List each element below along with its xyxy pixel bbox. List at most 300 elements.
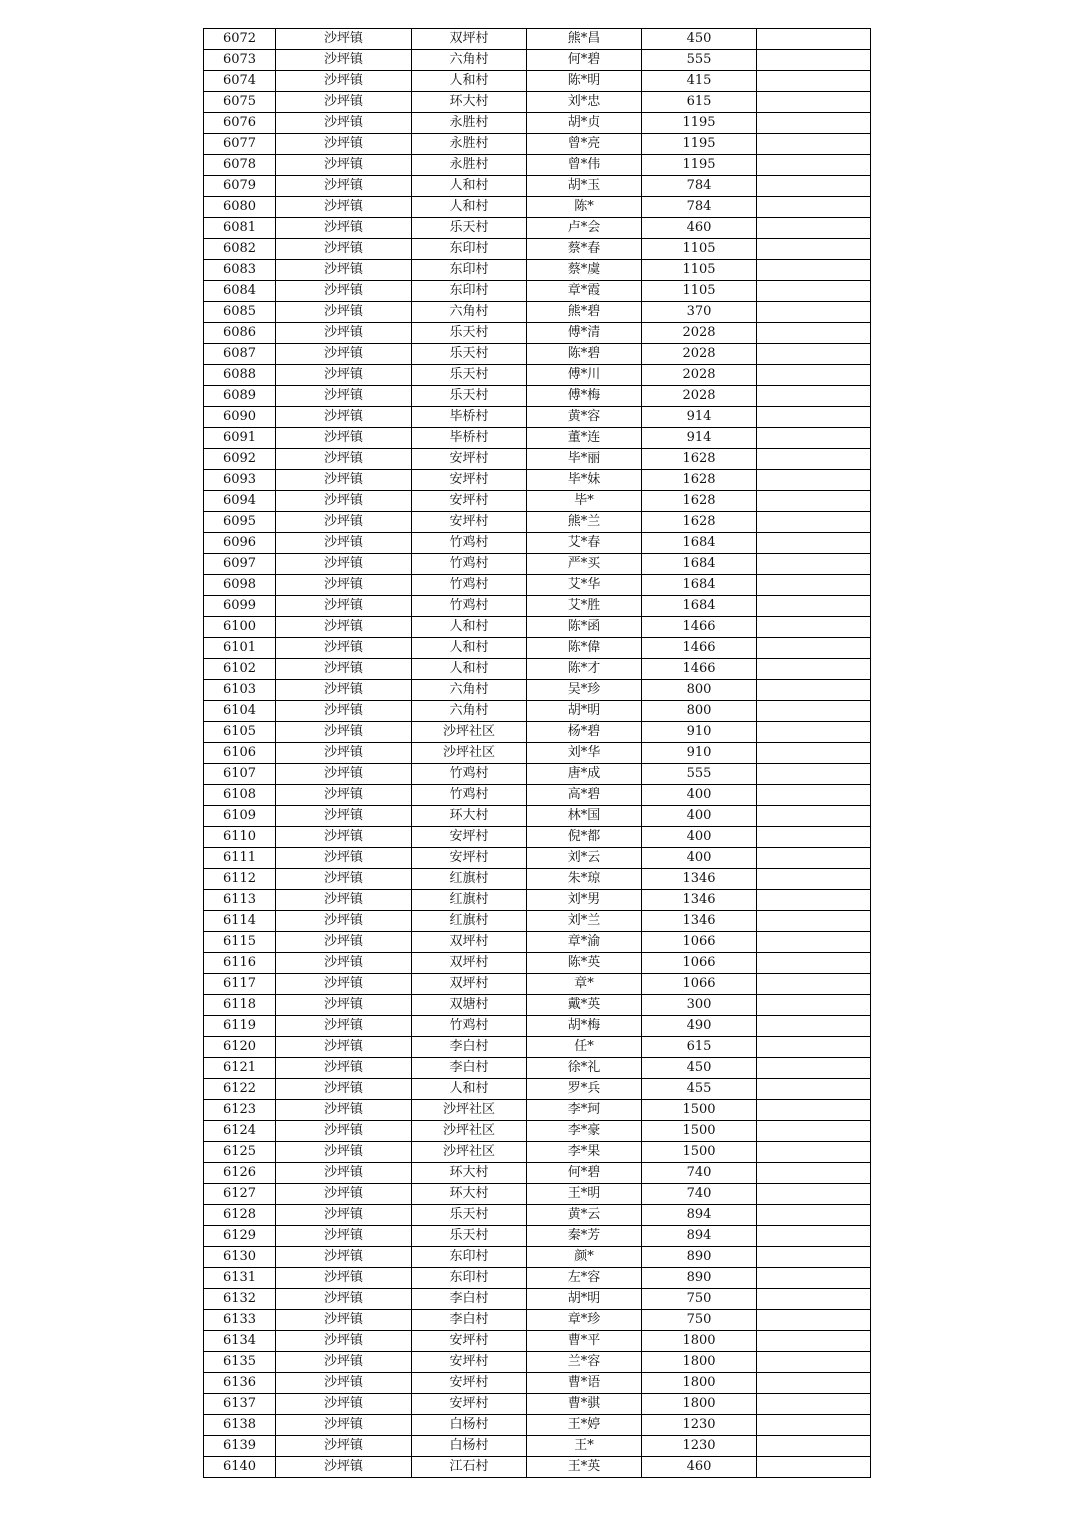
serial-number-cell: 6130 [204,1247,276,1268]
table-row [204,1163,871,1184]
serial-number-cell: 6139 [204,1436,276,1457]
town-cell: 沙坪镇 [276,176,412,197]
amount-cell: 1066 [642,974,757,995]
village-cell: 江石村 [412,1457,527,1478]
village-cell: 竹鸡村 [412,1016,527,1037]
amount-cell: 1066 [642,953,757,974]
serial-number-cell: 6072 [204,29,276,50]
amount-cell: 1684 [642,596,757,617]
name-cell: 陈* [527,197,642,218]
name-cell: 傅*梅 [527,386,642,407]
table-row [204,575,871,596]
town-cell: 沙坪镇 [276,470,412,491]
serial-number-cell: 6102 [204,659,276,680]
table-row [204,1331,871,1352]
serial-number-cell: 6111 [204,848,276,869]
village-cell: 人和村 [412,638,527,659]
serial-number-cell: 6091 [204,428,276,449]
village-cell: 环大村 [412,806,527,827]
name-cell: 李*果 [527,1142,642,1163]
serial-number-cell: 6092 [204,449,276,470]
village-cell: 白杨村 [412,1415,527,1436]
remark-cell [757,596,871,617]
serial-number-cell: 6112 [204,869,276,890]
name-cell: 陈*偉 [527,638,642,659]
village-cell: 乐天村 [412,323,527,344]
name-cell: 王*明 [527,1184,642,1205]
remark-cell [757,428,871,449]
amount-cell: 1466 [642,638,757,659]
town-cell: 沙坪镇 [276,722,412,743]
remark-cell [757,1037,871,1058]
remark-cell [757,323,871,344]
amount-cell: 615 [642,1037,757,1058]
serial-number-cell: 6122 [204,1079,276,1100]
remark-cell [757,1163,871,1184]
village-cell: 沙坪社区 [412,743,527,764]
name-cell: 黄*云 [527,1205,642,1226]
remark-cell [757,491,871,512]
town-cell: 沙坪镇 [276,701,412,722]
amount-cell: 1195 [642,113,757,134]
table-row [204,71,871,92]
town-cell: 沙坪镇 [276,407,412,428]
table-row [204,428,871,449]
serial-number-cell: 6087 [204,344,276,365]
table-row [204,785,871,806]
serial-number-cell: 6086 [204,323,276,344]
amount-cell: 1346 [642,890,757,911]
town-cell: 沙坪镇 [276,323,412,344]
name-cell: 刘*忠 [527,92,642,113]
name-cell: 高*碧 [527,785,642,806]
town-cell: 沙坪镇 [276,302,412,323]
serial-number-cell: 6099 [204,596,276,617]
town-cell: 沙坪镇 [276,1142,412,1163]
village-cell: 永胜村 [412,134,527,155]
town-cell: 沙坪镇 [276,1079,412,1100]
town-cell: 沙坪镇 [276,1457,412,1478]
serial-number-cell: 6117 [204,974,276,995]
remark-cell [757,407,871,428]
name-cell: 黄*容 [527,407,642,428]
town-cell: 沙坪镇 [276,239,412,260]
village-cell: 安坪村 [412,449,527,470]
town-cell: 沙坪镇 [276,92,412,113]
remark-cell [757,659,871,680]
name-cell: 董*连 [527,428,642,449]
table-row [204,1310,871,1331]
amount-cell: 1195 [642,155,757,176]
village-cell: 毕桥村 [412,407,527,428]
remark-cell [757,50,871,71]
serial-number-cell: 6093 [204,470,276,491]
village-cell: 沙坪社区 [412,1100,527,1121]
table-row [204,1415,871,1436]
amount-cell: 415 [642,71,757,92]
amount-cell: 400 [642,806,757,827]
amount-cell: 2028 [642,344,757,365]
name-cell: 胡*明 [527,701,642,722]
amount-cell: 370 [642,302,757,323]
remark-cell [757,1331,871,1352]
serial-number-cell: 6082 [204,239,276,260]
remark-cell [757,1289,871,1310]
serial-number-cell: 6080 [204,197,276,218]
village-cell: 六角村 [412,680,527,701]
table-row [204,281,871,302]
town-cell: 沙坪镇 [276,596,412,617]
remark-cell [757,932,871,953]
roster-table [203,28,871,1478]
village-cell: 人和村 [412,71,527,92]
remark-cell [757,1394,871,1415]
remark-cell [757,911,871,932]
table-row [204,470,871,491]
remark-cell [757,575,871,596]
village-cell: 永胜村 [412,155,527,176]
amount-cell: 1466 [642,617,757,638]
town-cell: 沙坪镇 [276,1289,412,1310]
serial-number-cell: 6131 [204,1268,276,1289]
remark-cell [757,1184,871,1205]
amount-cell: 455 [642,1079,757,1100]
serial-number-cell: 6107 [204,764,276,785]
table-row [204,617,871,638]
village-cell: 人和村 [412,197,527,218]
table-row [204,1352,871,1373]
name-cell: 蔡*虞 [527,260,642,281]
name-cell: 颜* [527,1247,642,1268]
remark-cell [757,1310,871,1331]
table-row [204,260,871,281]
table-row [204,176,871,197]
table-row [204,638,871,659]
village-cell: 乐天村 [412,1226,527,1247]
name-cell: 唐*成 [527,764,642,785]
remark-cell [757,1268,871,1289]
serial-number-cell: 6109 [204,806,276,827]
table-row [204,512,871,533]
village-cell: 六角村 [412,701,527,722]
serial-number-cell: 6088 [204,365,276,386]
serial-number-cell: 6108 [204,785,276,806]
name-cell: 左*容 [527,1268,642,1289]
town-cell: 沙坪镇 [276,1121,412,1142]
name-cell: 严*买 [527,554,642,575]
village-cell: 东印村 [412,281,527,302]
village-cell: 竹鸡村 [412,764,527,785]
table-row [204,932,871,953]
serial-number-cell: 6128 [204,1205,276,1226]
village-cell: 东印村 [412,239,527,260]
amount-cell: 300 [642,995,757,1016]
amount-cell: 1230 [642,1436,757,1457]
amount-cell: 1500 [642,1100,757,1121]
amount-cell: 1684 [642,575,757,596]
town-cell: 沙坪镇 [276,1016,412,1037]
remark-cell [757,1373,871,1394]
town-cell: 沙坪镇 [276,491,412,512]
amount-cell: 2028 [642,386,757,407]
table-row [204,218,871,239]
table-row [204,386,871,407]
village-cell: 人和村 [412,617,527,638]
table-row [204,344,871,365]
town-cell: 沙坪镇 [276,554,412,575]
amount-cell: 615 [642,92,757,113]
village-cell: 李白村 [412,1037,527,1058]
amount-cell: 894 [642,1226,757,1247]
amount-cell: 555 [642,50,757,71]
serial-number-cell: 6114 [204,911,276,932]
amount-cell: 894 [642,1205,757,1226]
table-row [204,911,871,932]
serial-number-cell: 6133 [204,1310,276,1331]
town-cell: 沙坪镇 [276,827,412,848]
village-cell: 红旗村 [412,911,527,932]
name-cell: 胡*玉 [527,176,642,197]
town-cell: 沙坪镇 [276,155,412,176]
town-cell: 沙坪镇 [276,1184,412,1205]
village-cell: 竹鸡村 [412,554,527,575]
name-cell: 熊*碧 [527,302,642,323]
amount-cell: 1800 [642,1352,757,1373]
name-cell: 王*婷 [527,1415,642,1436]
table-row [204,1205,871,1226]
village-cell: 竹鸡村 [412,575,527,596]
amount-cell: 1466 [642,659,757,680]
serial-number-cell: 6123 [204,1100,276,1121]
village-cell: 东印村 [412,1247,527,1268]
town-cell: 沙坪镇 [276,1247,412,1268]
town-cell: 沙坪镇 [276,1205,412,1226]
table-row [204,722,871,743]
table-row [204,113,871,134]
amount-cell: 800 [642,680,757,701]
remark-cell [757,239,871,260]
amount-cell: 490 [642,1016,757,1037]
remark-cell [757,995,871,1016]
remark-cell [757,113,871,134]
remark-cell [757,890,871,911]
amount-cell: 740 [642,1184,757,1205]
town-cell: 沙坪镇 [276,533,412,554]
village-cell: 安坪村 [412,1373,527,1394]
village-cell: 乐天村 [412,218,527,239]
amount-cell: 800 [642,701,757,722]
name-cell: 曾*亮 [527,134,642,155]
name-cell: 艾*春 [527,533,642,554]
serial-number-cell: 6097 [204,554,276,575]
table-row [204,1373,871,1394]
name-cell: 何*碧 [527,50,642,71]
table-row [204,50,871,71]
table-row [204,1142,871,1163]
table-row [204,554,871,575]
table-row [204,1226,871,1247]
town-cell: 沙坪镇 [276,638,412,659]
serial-number-cell: 6076 [204,113,276,134]
amount-cell: 555 [642,764,757,785]
table-row [204,1268,871,1289]
village-cell: 双坪村 [412,953,527,974]
table-row [204,596,871,617]
remark-cell [757,197,871,218]
town-cell: 沙坪镇 [276,1310,412,1331]
name-cell: 罗*兵 [527,1079,642,1100]
town-cell: 沙坪镇 [276,1058,412,1079]
serial-number-cell: 6118 [204,995,276,1016]
village-cell: 安坪村 [412,512,527,533]
serial-number-cell: 6098 [204,575,276,596]
serial-number-cell: 6127 [204,1184,276,1205]
remark-cell [757,176,871,197]
remark-cell [757,722,871,743]
serial-number-cell: 6079 [204,176,276,197]
name-cell: 毕*妹 [527,470,642,491]
remark-cell [757,1121,871,1142]
table-row [204,533,871,554]
serial-number-cell: 6096 [204,533,276,554]
village-cell: 李白村 [412,1058,527,1079]
village-cell: 安坪村 [412,491,527,512]
town-cell: 沙坪镇 [276,911,412,932]
amount-cell: 1346 [642,911,757,932]
village-cell: 乐天村 [412,344,527,365]
remark-cell [757,281,871,302]
village-cell: 双坪村 [412,932,527,953]
name-cell: 卢*会 [527,218,642,239]
remark-cell [757,470,871,491]
amount-cell: 1105 [642,260,757,281]
serial-number-cell: 6081 [204,218,276,239]
village-cell: 乐天村 [412,386,527,407]
village-cell: 双塘村 [412,995,527,1016]
name-cell: 刘*华 [527,743,642,764]
amount-cell: 750 [642,1310,757,1331]
town-cell: 沙坪镇 [276,764,412,785]
town-cell: 沙坪镇 [276,386,412,407]
serial-number-cell: 6135 [204,1352,276,1373]
amount-cell: 784 [642,176,757,197]
table-row [204,1100,871,1121]
amount-cell: 1800 [642,1331,757,1352]
town-cell: 沙坪镇 [276,1352,412,1373]
name-cell: 戴*英 [527,995,642,1016]
amount-cell: 2028 [642,323,757,344]
serial-number-cell: 6113 [204,890,276,911]
amount-cell: 914 [642,407,757,428]
serial-number-cell: 6095 [204,512,276,533]
town-cell: 沙坪镇 [276,134,412,155]
name-cell: 傅*川 [527,365,642,386]
serial-number-cell: 6140 [204,1457,276,1478]
remark-cell [757,344,871,365]
amount-cell: 1230 [642,1415,757,1436]
village-cell: 东印村 [412,1268,527,1289]
remark-cell [757,1415,871,1436]
amount-cell: 400 [642,785,757,806]
remark-cell [757,449,871,470]
town-cell: 沙坪镇 [276,953,412,974]
amount-cell: 400 [642,848,757,869]
remark-cell [757,512,871,533]
name-cell: 朱*琼 [527,869,642,890]
remark-cell [757,134,871,155]
town-cell: 沙坪镇 [276,50,412,71]
name-cell: 曹*语 [527,1373,642,1394]
town-cell: 沙坪镇 [276,449,412,470]
town-cell: 沙坪镇 [276,1415,412,1436]
village-cell: 安坪村 [412,470,527,491]
name-cell: 熊*昌 [527,29,642,50]
remark-cell [757,743,871,764]
town-cell: 沙坪镇 [276,428,412,449]
table-row [204,953,871,974]
village-cell: 竹鸡村 [412,533,527,554]
serial-number-cell: 6100 [204,617,276,638]
table-row [204,92,871,113]
serial-number-cell: 6090 [204,407,276,428]
amount-cell: 1195 [642,134,757,155]
table-row [204,1058,871,1079]
name-cell: 秦*芳 [527,1226,642,1247]
name-cell: 陈*函 [527,617,642,638]
remark-cell [757,848,871,869]
village-cell: 竹鸡村 [412,596,527,617]
amount-cell: 450 [642,1058,757,1079]
village-cell: 沙坪社区 [412,1121,527,1142]
village-cell: 环大村 [412,1184,527,1205]
roster-table-body [204,29,871,1478]
amount-cell: 2028 [642,365,757,386]
name-cell: 章*渝 [527,932,642,953]
town-cell: 沙坪镇 [276,344,412,365]
serial-number-cell: 6136 [204,1373,276,1394]
remark-cell [757,1226,871,1247]
table-row [204,449,871,470]
town-cell: 沙坪镇 [276,785,412,806]
town-cell: 沙坪镇 [276,1226,412,1247]
village-cell: 沙坪社区 [412,1142,527,1163]
remark-cell [757,1142,871,1163]
amount-cell: 784 [642,197,757,218]
name-cell: 毕* [527,491,642,512]
village-cell: 李白村 [412,1289,527,1310]
village-cell: 人和村 [412,176,527,197]
town-cell: 沙坪镇 [276,848,412,869]
town-cell: 沙坪镇 [276,995,412,1016]
amount-cell: 914 [642,428,757,449]
name-cell: 毕*丽 [527,449,642,470]
serial-number-cell: 6115 [204,932,276,953]
amount-cell: 750 [642,1289,757,1310]
serial-number-cell: 6104 [204,701,276,722]
remark-cell [757,680,871,701]
town-cell: 沙坪镇 [276,869,412,890]
amount-cell: 890 [642,1247,757,1268]
remark-cell [757,764,871,785]
town-cell: 沙坪镇 [276,743,412,764]
remark-cell [757,1058,871,1079]
town-cell: 沙坪镇 [276,806,412,827]
name-cell: 陈*才 [527,659,642,680]
town-cell: 沙坪镇 [276,1268,412,1289]
town-cell: 沙坪镇 [276,1331,412,1352]
name-cell: 刘*兰 [527,911,642,932]
table-row [204,134,871,155]
